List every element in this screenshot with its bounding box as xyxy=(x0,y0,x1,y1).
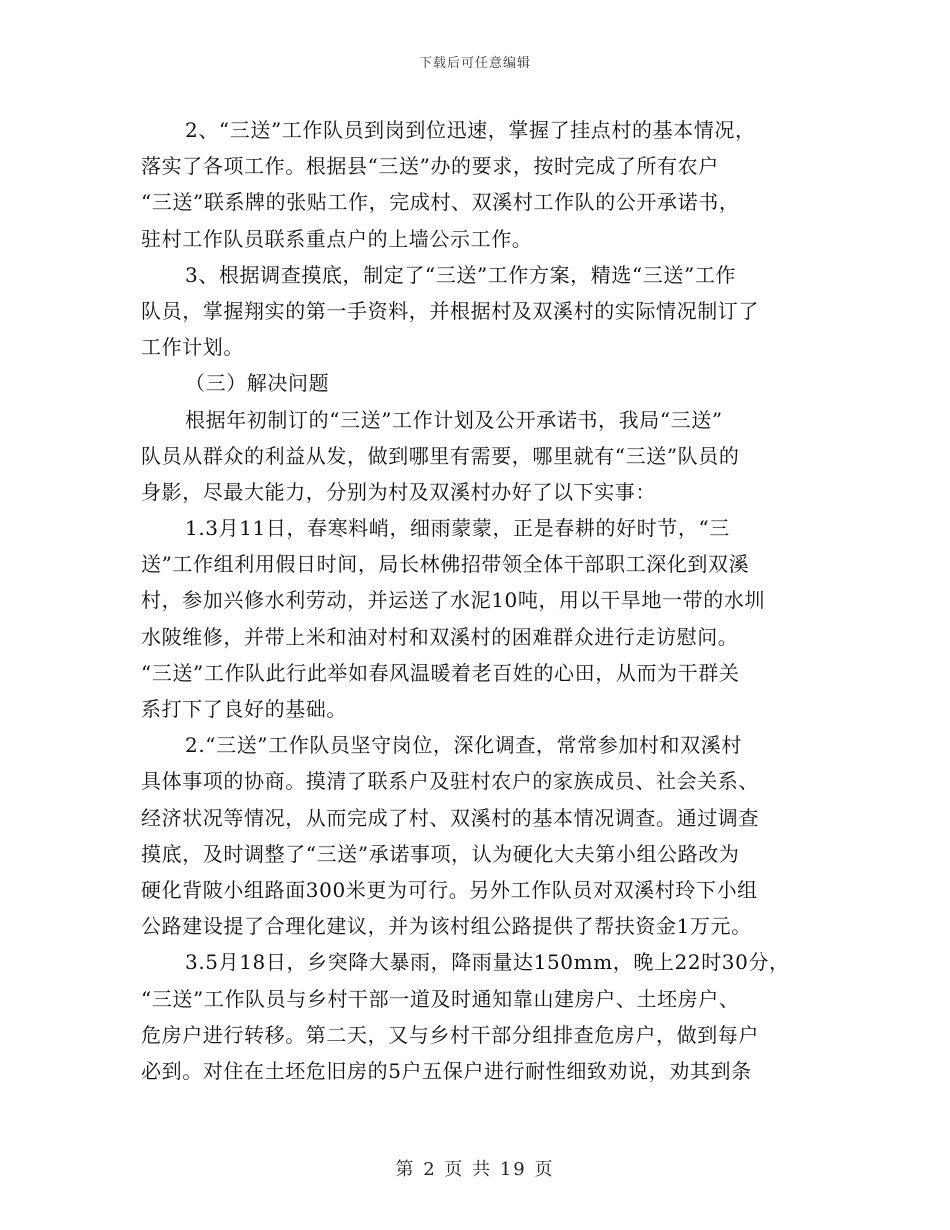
text-line: 公路建设提了合理化建议，并为该村组公路提供了帮扶资金1万元。 xyxy=(141,914,752,939)
text-line: 1.3月11日，春寒料峭，细雨蒙蒙，正是春耕的好时节，“三 xyxy=(185,516,730,541)
text-line: 摸底，及时调整了“三送”承诺事项，认为硬化大夫第小组公路改为 xyxy=(141,841,740,866)
document-body xyxy=(141,112,813,1089)
text-line: 水陂维修，并带上米和油对村和双溪村的困难群众进行走访慰问。 xyxy=(141,624,739,649)
text-line: 身影，尽最大能力，分别为村及双溪村办好了以下实事： xyxy=(141,479,656,504)
text-line: 2.“三送”工作队员坚守岗位，深化调查，常常参加村和双溪村 xyxy=(185,733,742,758)
text-line: 送”工作组利用假日时间，局长林佛招带领全体干部职工深化到双溪 xyxy=(141,552,750,577)
text-line: 村，参加兴修水利劳动，并运送了水泥10吨，用以干旱地一带的水圳 xyxy=(141,588,766,613)
text-line: 必到。对住在土坯危旧房的5户五保户进行耐性细致劝说，劝其到条 xyxy=(141,1058,752,1083)
text-line: “三送”工作队员与乡村干部一道及时通知靠山建房户、土坯房户、 xyxy=(141,986,740,1011)
text-line: 根据年初制订的“三送”工作计划及公开承诺书，我局“三送” xyxy=(185,407,723,432)
text-line: 危房户进行转移。第二天，又与乡村干部分组排查危房户，做到每户 xyxy=(141,1022,759,1047)
text-line: 3.5月18日，乡突降大暴雨，降雨量达150mm，晚上22时30分， xyxy=(185,950,790,975)
text-line: 具体事项的协商。摸清了联系户及驻村农户的家族成员、社会关系、 xyxy=(141,769,759,794)
text-line: 3、根据调查摸底，制定了“三送”工作方案，精选“三送”工作 xyxy=(185,262,737,287)
text-line: 硬化背陂小组路面300米更为可行。另外工作队员对双溪村玲下小组 xyxy=(141,877,758,902)
page-number: 第 2 页 共 19 页 xyxy=(395,1159,555,1180)
text-line: （三）解决问题 xyxy=(185,371,330,396)
text-line: 落实了各项工作。根据县“三送”办的要求，按时完成了所有农户 xyxy=(141,154,719,179)
page-header-note: 下载后可任意编辑 xyxy=(418,56,531,71)
text-line: 2、“三送”工作队员到岗到位迅速，掌握了挂点村的基本情况， xyxy=(185,118,756,142)
text-line: 系打下了良好的基础。 xyxy=(141,697,347,721)
text-line: 经济状况等情况，从而完成了村、双溪村的基本情况调查。通过调查 xyxy=(141,805,759,830)
text-line: 队员从群众的利益从发，做到哪里有需要，哪里就有“三送”队员的 xyxy=(141,443,740,468)
text-line: “三送”工作队此行此举如春风温暖着老百姓的心田，从而为干群关 xyxy=(141,660,740,685)
text-line: 队员，掌握翔实的第一手资料，并根据村及双溪村的实际情况制订了 xyxy=(141,298,759,323)
text-line: “三送”联系牌的张贴工作，完成村、双溪村工作队的公开承诺书， xyxy=(141,190,740,215)
text-line: 工作计划。 xyxy=(141,335,244,360)
text-line: 驻村工作队员联系重点户的上墙公示工作。 xyxy=(141,226,533,251)
